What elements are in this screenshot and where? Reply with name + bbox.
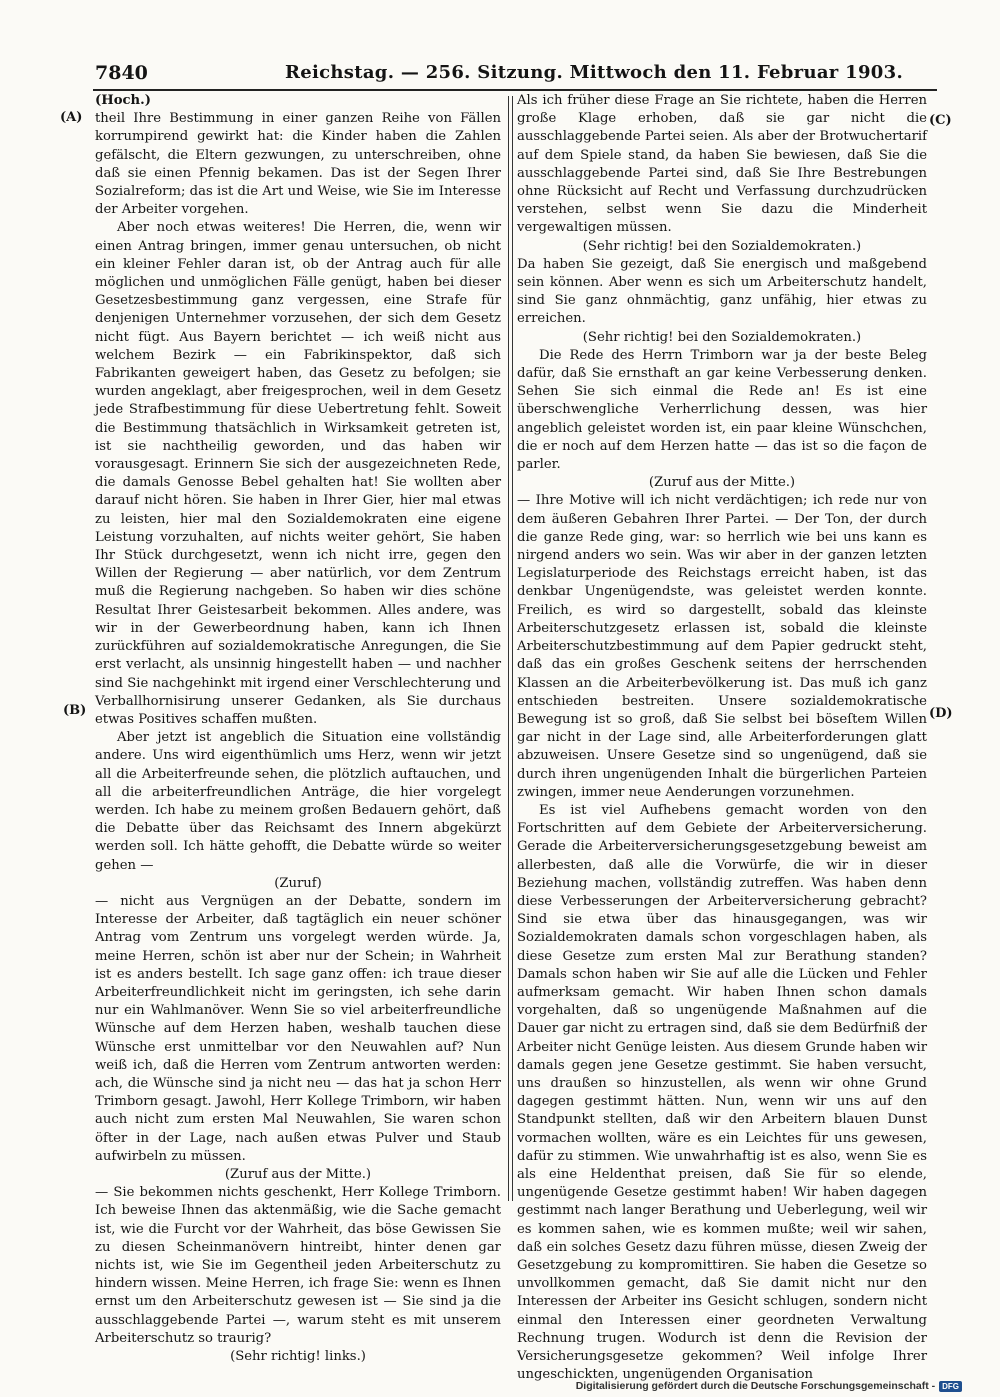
page-number: 7840 [95, 62, 148, 84]
paragraph: Es ist viel Aufhebens gemacht worden von den Fortschritten auf dem Gebiete der Arbeiterversicherung. Gerade die Arbeiterversicherungsgesetzgebung beweist am allerbesten, daß alle die Vorwürfe, die wir in dieser Beziehung machen, vollständig zutreffen. Was haben denn diese Verbesserungen der Arbeiterversicherung gebracht? Sind sie etwa über das hinausgegangen, was wir Sozialdemokraten damals schon vorgeschlagen haben, als diese Gesetze zum ersten Mal zur Berathung standen? Damals schon haben wir Sie auf alle die Lücken und Fehler aufmerksam gemacht. Wir haben Ihnen schon damals vorgehalten, daß so ungenügende Maßnahmen auf die Dauer gar nicht zu ertragen sind, daß sie dem Bedürfniß der Arbeiter nicht Genüge leisten. Aus diesem Grunde haben wir damals gegen jene Gesetze gestimmt. Sie haben versucht, uns draußen so hinzustellen, als wenn wir ohne Grund dagegen gestimmt hätten. Nun, wenn wir uns auf den Standpunkt stellten, daß wir den Arbeitern blauen Dunst vormachen wollten, wäre es ein Leichtes für uns gewesen, dafür zu stimmen. Wie unwahrhaftig ist es also, wenn Sie es als eine Heldenthat preisen, daß Sie für so elende, ungenügende Gesetze gestimmt haben! Wir haben dagegen gestimmt nach langer Berathung und Ueberlegung, weil wir es kommen sahen, wie es kommen mußte; weil wir sahen, daß ein solches Gesetz dazu führen müsse, diesen Zweig der Gesetzgebung zu kompromittiren. Sie haben die Gesetze so unvollkommen gemacht, daß Sie damit nicht nur den Interessen der Arbeiter ins Gesicht schlugen, sondern nicht einmal den Interessen einer geordneten Verwaltung Rechnung trugen. Wodurch ist denn die Revision der Versicherungsgesetze gekommen? Weil infolge Ihrer ungeschickten, ungenügenden Organisation [517, 802, 927, 1383]
interjection: (Sehr richtig! bei den Sozialdemokraten.) [582, 238, 862, 254]
paragraph: Da haben Sie gezeigt, daß Sie energisch und maßgebend sein können. Aber wenn es sich um Arbeiterschutz handelt, sind Sie ganz ohnmächtig, ganz unfähig, hier etwas zu erreichen. [517, 256, 927, 327]
margin-mark-b: (B) [63, 703, 87, 718]
interjection: (Zuruf aus der Mitte.) [224, 1166, 372, 1182]
page-header [95, 62, 935, 88]
paragraph: theil Ihre Bestimmung in einer ganzen Reihe von Fällen korrumpirend gewirkt hat: die Kinder haben die Zahlen gefälscht, die Eltern gezwungen, zu unterschreiben, ohne daß sie einen Pfennig bekamen. Das ist der Segen Ihrer Sozialreform; das ist die Art und Weise, wie Sie im Interesse der Arbeiter vorgehen. [95, 111, 501, 218]
margin-mark-c: (C) [929, 113, 952, 128]
column-divider-inner [512, 96, 513, 1201]
paragraph: Als ich früher diese Frage an Sie richtete, haben die Herren große Klage erhoben, daß sie gar nicht die ausschlaggebende Partei seien. Als aber der Brotwuchertarif auf dem Spiele stand, da haben Sie bewiesen, daß Sie die ausschlaggebende Partei sind, daß Sie Ihre Bestrebungen ohne Rücksicht auf Recht und Verfassung durchzudrücken verstehen, selbst wenn Sie dazu die Minderheit vergewaltigen müssen. [517, 93, 927, 236]
column-divider [508, 96, 509, 1201]
paragraph: — Ihre Motive will ich nicht verdächtigen; ich rede nur von dem äußeren Gebahren Ihrer Partei. — Der Ton, der durch die ganze Rede ging, war: so herrlich wie bei uns kann es nirgend anders wo sein. Was wir aber in der ganzen letzten Legislaturperiode des Reichstags erreicht haben, ist das denkbar Ungenügendste, was geleistet werden konnte. Freilich, es wird so dargestellt, sobald das kleinste Arbeiterschutzgesetz erlassen ist, sobald die kleinste Arbeiterschutzbestimmung auf dem Papier gedruckt steht, daß das ein großes Geschenk seitens der herrschenden Klassen an die Arbeiterbevölkerung ist. Das muß ich ganz entschieden bestreiten. Unsere sozialdemokratische Bewegung ist so groß, daß Sie selbst bei böseſtem Willen gar nicht in der Lage sind, alle Arbeiterforderungen glatt abzuweisen. Unsere Gesetze sind so ungenügend, daß sie durch ihren ungenügenden Inhalt die bürgerlichen Parteien zwingen, immer neue Aenderungen vorzunehmen. [517, 493, 927, 800]
header-rule [93, 89, 937, 91]
interjection: (Zuruf) [274, 875, 322, 891]
interjection: (Zuruf aus der Mitte.) [648, 475, 796, 491]
right-column [517, 92, 927, 1384]
digitization-credit [576, 1380, 962, 1392]
credit-text: Digitalisierung gefördert durch die Deutsche Forschungsgemeinschaft - [575, 1380, 936, 1392]
interjection: (Sehr richtig! links.) [230, 1349, 366, 1365]
margin-mark-a: (A) [60, 110, 83, 125]
running-title: Reichstag. — 256. Sitzung. Mittwoch den 11. Februar 1903. [285, 62, 904, 83]
dfg-logo: DFG [939, 1381, 962, 1392]
margin-mark-d: (D) [929, 706, 953, 721]
interjection: (Sehr richtig! bei den Sozialdemokraten.) [582, 329, 862, 345]
paragraph: — Sie bekommen nichts geschenkt, Herr Kollege Trimborn. Ich beweise Ihnen das aktenmäßig, wie die Sache gemacht ist, wie die Furcht vor der Wahrheit, das böse Gewissen Sie zu diesen Scheinmanövern hintreibt, hinter denen gar nichts ist, wie Sie im Gegentheil jeden Arbeiterschutz zu hindern wissen. Meine Herren, ich frage Sie: wenn es Ihnen ernst um den Arbeiterschutz gewesen ist — Sie sind ja die ausschlaggebende Partei —, warum steht es mit unserem Arbeiterschutz so traurig? [95, 1185, 501, 1346]
paragraph: Die Rede des Herrn Trimborn war ja der beste Beleg dafür, daß Sie ernsthaft an gar keine Verbesserung denken. Sehen Sie sich einmal die Rede an! Es ist eine überschwengliche Verherrlichung dessen, was hier angeblich geleistet worden ist, ein paar kleine Wünschchen, die er noch auf dem Herzen hatte — das ist so die façon de parler. [517, 347, 927, 473]
speaker-name: (Hoch.) [95, 93, 151, 108]
paragraph: Aber jetzt ist angeblich die Situation eine vollständig andere. Uns wird eigenthümlich ums Herz, wenn wir jetzt all die Arbeiterfreunde sehen, die plötzlich auftauchen, und all die arbeiterfreundlichen Anträge, die hier vorgelegt werden. Ich habe zu meinem großen Bedauern gehört, daß die Debatte über das Reichsamt des Innern abgekürzt werden soll. Ich hätte gehofft, die Debatte würde so weiter gehen — [95, 730, 501, 873]
paragraph: — nicht aus Vergnügen an der Debatte, sondern im Interesse der Arbeiter, daß tagtäglich ein neuer schöner Antrag vom Zentrum uns vorgelegt werden würde. Ja, meine Herren, schön ist aber nur der Schein; in Wahrheit ist es anders bestellt. Ich sage ganz offen: ich traue dieser Arbeiterfreundlichkeit nicht im geringsten, ich sehe darin nur ein Wahlmanöver. Wenn Sie so viel arbeiterfreundliche Wünsche auf dem Herzen haben, weshalb tauchen diese Wünsche erst unmittelbar vor den Neuwahlen auf? Nun weiß ich, daß die Herren vom Zentrum antworten werden: ach, die Wünsche sind ja nicht neu — das hat ja schon Herr Trimborn gesagt. Jawohl, Herr Kollege Trimborn, wir haben auch nicht zum ersten Mal Neuwahlen, Sie waren schon öfter in der Lage, nach außen etwas Pulver und Staub aufwirbeln zu müssen. [95, 893, 501, 1164]
left-column [95, 92, 501, 1366]
paragraph: Aber noch etwas weiteres! Die Herren, die, wenn wir einen Antrag bringen, immer genau untersuchen, ob nicht ein kleiner Fehler daran ist, ob der Antrag auch für alle möglichen und unmöglichen Fälle genügt, haben bei dieser Gesetzesbestimmung ganz vergessen, eine Strafe für denjenigen Unternehmer vorzusehen, der sich dem Gesetz nicht fügt. Aus Bayern berichtet — ich weiß nicht aus welchem Bezirk — ein Fabrikinspektor, daß sich Fabrikanten geweigert haben, das Gesetz zu befolgen; sie wurden angeklagt, aber freigesprochen, weil in dem Gesetz jede Strafbestimmung für diese Uebertretung fehlt. Soweit die Bestimmung thatsächlich in Wirksamkeit getreten ist, ist sie nachtheilig geworden, und das haben wir vorausgesagt. Erinnern Sie sich der ausgezeichneten Rede, die damals Genosse Bebel gehalten hat! Sie wollten aber darauf nicht hören. Sie haben in Ihrer Gier, hier mal etwas zu leisten, hier mal den Sozialdemokraten eine eigene Leistung vorzuhalten, auf nichts weiter gehört, Sie haben Ihr Stück durchgesetzt, wenn ich nicht irre, gegen den Willen der Regierung — aber natürlich, vor dem Zentrum muß die Regierung nachgeben. So haben wir dies schöne Resultat Ihrer Geistesarbeit bekommen. Alles andere, was wir in der Gewerbeordnung haben, kann ich Ihnen zurückführen auf sozialdemokratische Anregungen, die Sie erst verlacht, als unsinnig hingestellt haben — und nachher sind Sie nachgehinkt mit irgend einer Verschlechterung und Verballhornisirung unserer Gedanken, als Sie durchaus etwas Positives schaffen mußten. [95, 220, 501, 727]
